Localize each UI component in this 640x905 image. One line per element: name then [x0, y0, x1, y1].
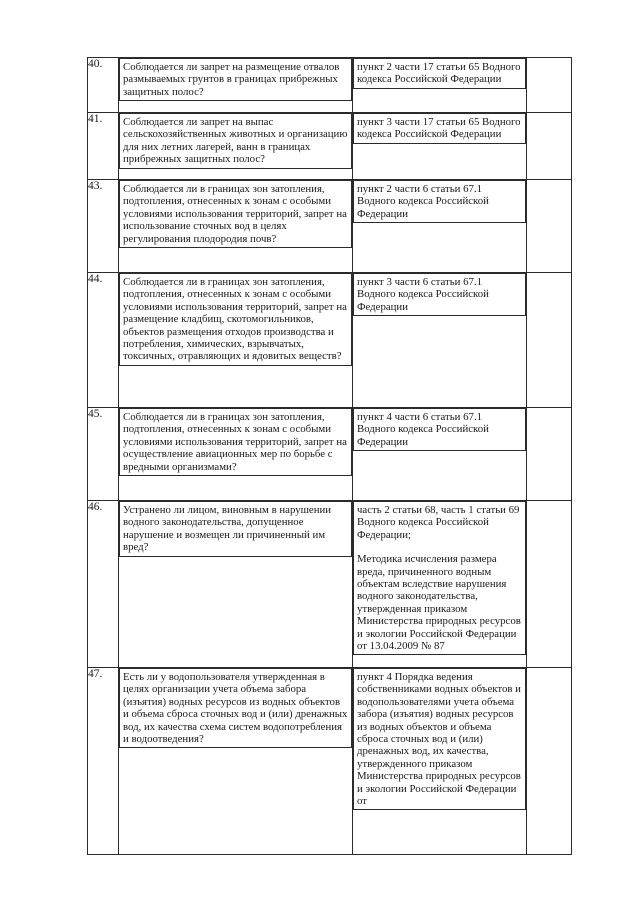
reference-text: пункт 2 части 6 статьи 67.1 Водного кодекса Российской Федерации: [357, 183, 489, 220]
row-number: 44.: [88, 273, 119, 408]
reference-cell: [353, 408, 526, 451]
table-row: [88, 408, 572, 501]
row-number: 43.: [88, 180, 119, 273]
row-number: 46.: [88, 501, 119, 668]
row-number: 41.: [88, 113, 119, 180]
table-row: [88, 180, 572, 273]
checklist-table: [87, 57, 572, 855]
blank-cell: [527, 273, 572, 408]
reference-cell: [353, 180, 526, 223]
reference-cell: [353, 58, 526, 89]
question-text: Есть ли у водопользователя утвержденная в целях организации учета объема забора (изъятия) водных ресурсов из водных объектов и объема сброса сточных вод и (или) дренажных вод, их качества схема систем водопотребления и водоотведения?: [123, 671, 348, 746]
table-row: [88, 501, 572, 668]
blank-cell: [527, 408, 572, 501]
question-cell: [119, 501, 352, 557]
reference-text: часть 2 статьи 68, часть 1 статьи 69 Водного кодекса Российской Федерации;: [357, 504, 520, 541]
question-cell: [119, 113, 352, 169]
question-cell: [119, 408, 352, 476]
question-cell: [119, 668, 352, 748]
row-number: 40.: [88, 58, 119, 113]
blank-cell: [527, 180, 572, 273]
table-row: [88, 668, 572, 855]
question-text: Соблюдается ли запрет на выпас сельскохозяйственных животных и организацию для них летних лагерей, ванн в границах прибрежных защитных полос?: [123, 116, 348, 166]
reference-text: пункт 4 части 6 статьи 67.1 Водного кодекса Российской Федерации: [357, 411, 489, 448]
blank-cell: [527, 668, 572, 855]
question-text: Соблюдается ли в границах зон затопления, подтопления, отнесенных к зонам с особыми условиями использования территорий, запрет на размещение кладбищ, скотомогильников, объектов размещения отходов производства и потребления, химических, взрывчатых, токсичных, отравляющих и ядовитых веществ?: [123, 276, 347, 363]
reference-cell: [353, 273, 526, 316]
reference-cell: [353, 501, 526, 655]
blank-cell: [527, 58, 572, 113]
blank-cell: [527, 501, 572, 668]
row-number: 45.: [88, 408, 119, 501]
reference-cell: [353, 668, 526, 810]
question-text: Соблюдается ли в границах зон затопления, подтопления, отнесенных к зонам с особыми условиями использования территорий, запрет на использование сточных вод в целях регулирования плодородия почв?: [123, 183, 347, 245]
reference-cell: [353, 113, 526, 144]
reference-text: пункт 4 Порядка ведения собственниками водных объектов и водопользователями учета объема забора (изъятия) водных ресурсов из водных объектов и объема сброса сточных вод и (или) дренажных вод, их качества, утвержденного приказом Министерства природных ресурсов и экологии Российской Федерации от: [357, 671, 521, 808]
reference-text: пункт 3 части 6 статьи 67.1 Водного кодекса Российской Федерации: [357, 276, 489, 313]
reference-methodology-text: Методика исчисления размера вреда, причиненного водным объектам вследствие нарушения водного законодательства, утвержденная приказом Министерства природных ресурсов и экологии Российской Федерации от 13.04.2009 № 87: [357, 553, 521, 653]
question-text: Соблюдается ли в границах зон затопления, подтопления, отнесенных к зонам с особыми условиями использования территорий, запрет на осуществление авиационных мер по борьбе с вредными организмами?: [123, 411, 347, 473]
reference-text: пункт 3 части 17 статьи 65 Водного кодекса Российской Федерации: [357, 116, 521, 141]
question-cell: [119, 273, 352, 366]
question-text: Устранено ли лицом, виновным в нарушении водного законодательства, допущенное нарушение и возмещен ли причиненный им вред?: [123, 504, 332, 554]
table-row: [88, 58, 572, 113]
row-number: 47.: [88, 668, 119, 855]
blank-cell: [527, 113, 572, 180]
question-cell: [119, 58, 352, 101]
question-cell: [119, 180, 352, 248]
reference-text: пункт 2 части 17 статьи 65 Водного кодекса Российской Федерации: [357, 61, 521, 86]
table-row: [88, 273, 572, 408]
table-row: [88, 113, 572, 180]
question-text: Соблюдается ли запрет на размещение отвалов размываемых грунтов в границах прибрежных защитных полос?: [123, 61, 340, 98]
